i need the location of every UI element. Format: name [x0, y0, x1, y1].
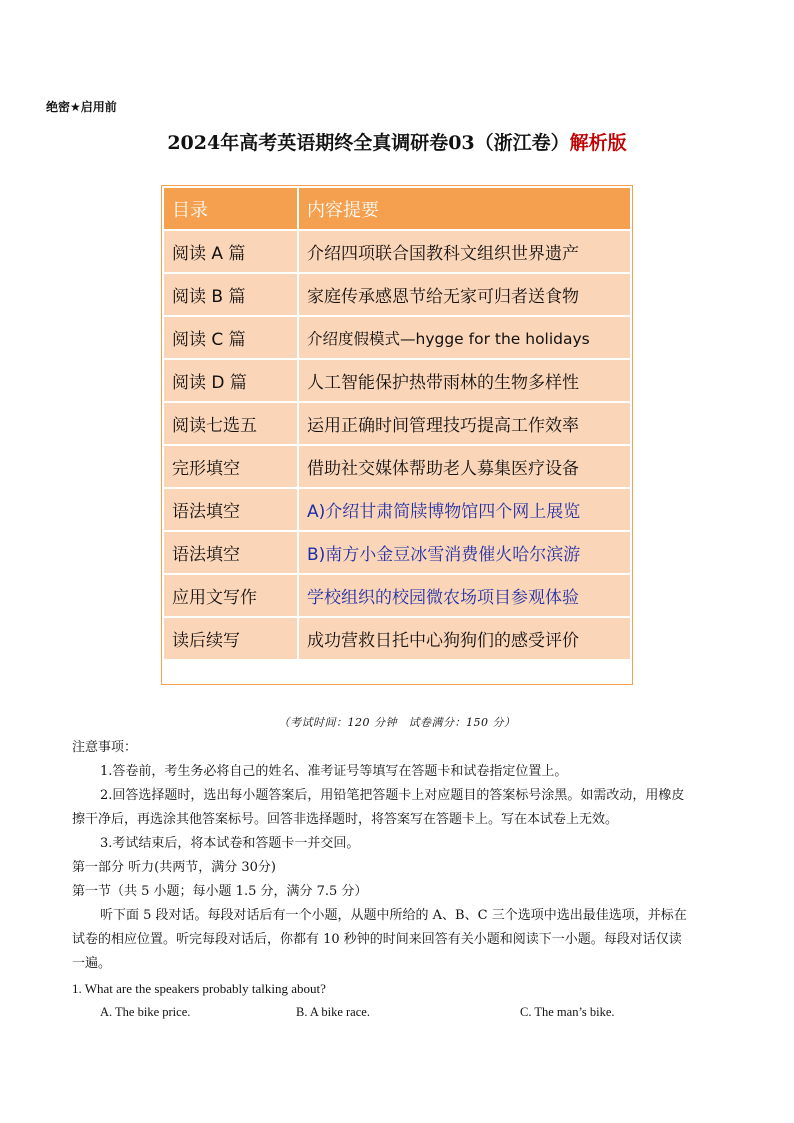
contents-table	[162, 186, 632, 661]
title-main: 2024年高考英语期终全真调研卷03（浙江卷）	[167, 132, 570, 154]
section-cell: 阅读 A 篇	[163, 230, 298, 273]
table-row	[163, 531, 631, 574]
table-row	[163, 359, 631, 402]
summary-cell: 介绍度假模式—hygge for the holidays	[298, 316, 631, 359]
section-cell: 阅读 B 篇	[163, 273, 298, 316]
summary-cell: 家庭传承感恩节给无家可归者送食物	[298, 273, 631, 316]
note-item-1: 1.答卷前，考生务必将自己的姓名、准考证号等填写在答题卡和试卷指定位置上。	[100, 764, 568, 779]
summary-cell: B)南方小金豆冰雪消费催火哈尔滨游	[298, 531, 631, 574]
instruction-line-3: 一遍。	[72, 956, 112, 971]
instructions-block	[72, 736, 722, 1036]
table-row	[163, 402, 631, 445]
summary-cell: 学校组织的校园微农场项目参观体验	[298, 574, 631, 617]
summary-cell: 运用正确时间管理技巧提高工作效率	[298, 402, 631, 445]
table-row	[163, 574, 631, 617]
question-1-option-a: A. The bike price.	[100, 1005, 191, 1019]
part1-heading: 第一部分 听力(共两节，满分 30分)	[72, 860, 276, 875]
title-suffix: 解析版	[569, 132, 627, 154]
section-cell: 语法填空	[163, 488, 298, 531]
table-row	[163, 445, 631, 488]
section-cell: 应用文写作	[163, 574, 298, 617]
summary-cell: 成功营救日托中心狗狗们的感受评价	[298, 617, 631, 660]
summary-cell: 介绍四项联合国教科文组织世界遗产	[298, 230, 631, 273]
question-1-option-b: B. A bike race.	[296, 1005, 370, 1019]
page-title	[0, 128, 794, 155]
instruction-line-1: 听下面 5 段对话。每段对话后有一个小题，从题中所给的 A、B、C 三个选项中选出最佳选项，并标在	[100, 908, 687, 923]
section-cell: 完形填空	[163, 445, 298, 488]
table-row	[163, 488, 631, 531]
table-header-row	[163, 187, 631, 230]
section-cell: 读后续写	[163, 617, 298, 660]
note-item-2-line-1: 2.回答选择题时，选出每小题答案后，用铅笔把答题卡上对应题目的答案标号涂黑。如需改动，用橡皮	[100, 788, 685, 803]
note-item-2-line-2: 擦干净后，再选涂其他答案标号。回答非选择题时，将答案写在答题卡上。写在本试卷上无效。	[72, 812, 619, 827]
notes-heading: 注意事项：	[72, 740, 138, 755]
instruction-line-2: 试卷的相应位置。听完每段对话后，你都有 10 秒钟的时间来回答有关小题和阅读下一小题。每段对话仅读	[72, 932, 682, 947]
summary-cell: 借助社交媒体帮助老人募集医疗设备	[298, 445, 631, 488]
table-row	[163, 273, 631, 316]
question-1-option-c: C. The man’s bike.	[520, 1005, 615, 1019]
section-cell: 阅读 C 篇	[163, 316, 298, 359]
table-row	[163, 316, 631, 359]
exam-info: （考试时间：120 分钟 试卷满分：150 分）	[278, 716, 516, 729]
section-cell: 语法填空	[163, 531, 298, 574]
table-row	[163, 230, 631, 273]
question-1-stem: 1. What are the speakers probably talking about?	[72, 981, 326, 996]
section-cell: 阅读 D 篇	[163, 359, 298, 402]
section1-heading: 第一节（共 5 小题；每小题 1.5 分，满分 7.5 分）	[72, 884, 368, 899]
section-cell: 阅读七选五	[163, 402, 298, 445]
note-item-3: 3.考试结束后，将本试卷和答题卡一并交回。	[100, 836, 360, 851]
confidential-label: 绝密★启用前	[46, 100, 117, 114]
summary-cell: A)介绍甘肃简牍博物馆四个网上展览	[298, 488, 631, 531]
header-cell-summary: 内容提要	[298, 187, 631, 230]
header-cell-catalog: 目录	[163, 187, 298, 230]
summary-cell: 人工智能保护热带雨林的生物多样性	[298, 359, 631, 402]
table-row	[163, 617, 631, 660]
